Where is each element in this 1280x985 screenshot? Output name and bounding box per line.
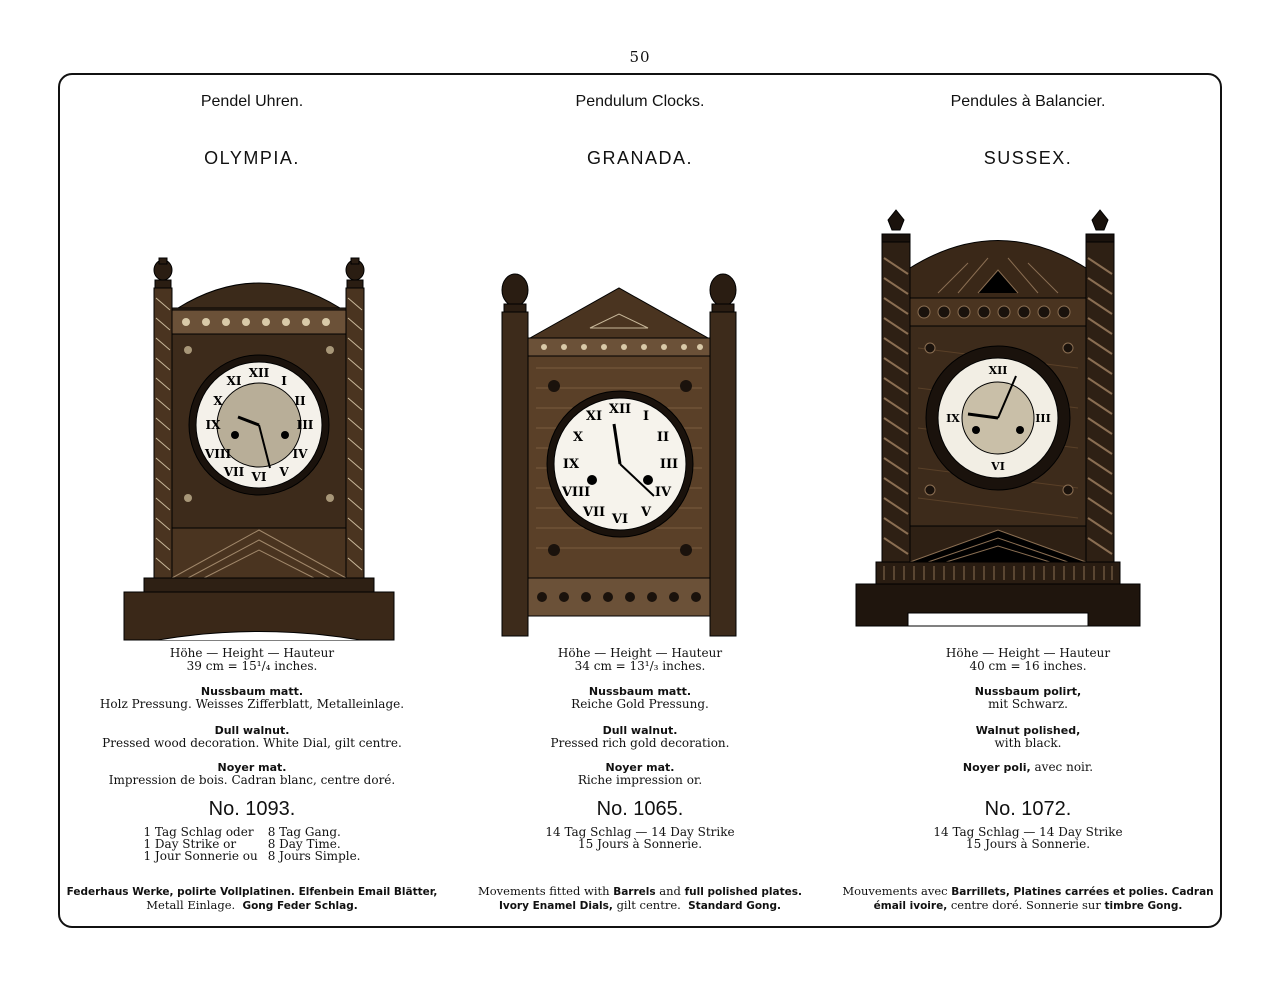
german-finish-title: Nussbaum matt. bbox=[588, 685, 692, 698]
svg-text:IV: IV bbox=[654, 485, 672, 500]
french-finish-title: Noyer mat. bbox=[217, 761, 287, 774]
svg-text:I: I bbox=[642, 409, 650, 424]
svg-text:XII: XII bbox=[608, 402, 632, 417]
english-finish-title: Walnut polished, bbox=[975, 724, 1081, 737]
english-finish-text: with black. bbox=[994, 736, 1062, 750]
svg-text:VI: VI bbox=[991, 460, 1005, 473]
height-value: 40 cm = 16 inches. bbox=[969, 659, 1087, 673]
column-heading: Pendel Uhren. bbox=[200, 93, 304, 110]
footer-bold-text: full polished plates. bbox=[684, 886, 803, 898]
footer-bold-text: Barrels bbox=[613, 886, 656, 898]
strike-cell: 8 Tag Gang. bbox=[267, 825, 341, 839]
model-name: OLYMPIA. bbox=[204, 148, 300, 168]
footer-bold-text: timbre Gong. bbox=[1104, 900, 1183, 912]
svg-text:VI: VI bbox=[611, 512, 629, 527]
svg-text:VII: VII bbox=[223, 465, 245, 479]
strike-cell: 1 Day Strike or bbox=[143, 837, 237, 851]
svg-text:X: X bbox=[213, 394, 223, 408]
page-number: 50 bbox=[629, 48, 651, 66]
svg-text:III: III bbox=[296, 418, 314, 432]
strike-line: 14 Tag Schlag — 14 Day Strike bbox=[545, 825, 735, 839]
svg-text:X: X bbox=[572, 430, 584, 445]
german-finish-text: Holz Pressung. Weisses Zifferblatt, Metalleinlage. bbox=[99, 697, 405, 711]
olympia-clock-illustration bbox=[118, 198, 408, 643]
strike-cell: 1 Jour Sonnerie ou bbox=[143, 849, 258, 863]
french-finish-title: Noyer poli, bbox=[962, 761, 1031, 774]
footer-inlay-text: Metall Einlage. bbox=[146, 898, 236, 912]
german-finish-title: Nussbaum polirt, bbox=[974, 685, 1082, 698]
footer-text: Movements fitted with bbox=[477, 884, 610, 898]
column-heading: Pendulum Clocks. bbox=[575, 93, 705, 110]
strike-line: 14 Tag Schlag — 14 Day Strike bbox=[933, 825, 1123, 839]
svg-text:V: V bbox=[279, 465, 289, 479]
column-olympia bbox=[58, 73, 446, 928]
footer-text: gilt centre. bbox=[616, 898, 681, 912]
footer-text: Mouvements avec bbox=[842, 884, 948, 898]
footer-bold-text: Ivory Enamel Dials, bbox=[498, 900, 613, 912]
footer-gong-text: Gong Feder Schlag. bbox=[242, 900, 358, 912]
english-finish-title: Dull walnut. bbox=[602, 724, 678, 737]
german-finish-text: Reiche Gold Pressung. bbox=[571, 697, 709, 711]
french-finish-text: Impression de bois. Cadran blanc, centre doré. bbox=[108, 773, 396, 787]
german-finish-text: mit Schwarz. bbox=[988, 697, 1068, 711]
catalog-number: No. 1072. bbox=[984, 798, 1072, 820]
catalog-number: No. 1093. bbox=[208, 798, 296, 820]
footer-bold-text: émail ivoire, bbox=[873, 900, 948, 912]
svg-text:IV: IV bbox=[292, 447, 308, 461]
model-name: SUSSEX. bbox=[983, 148, 1073, 168]
granada-clock-illustration bbox=[496, 198, 786, 643]
footer-movement-text: Federhaus Werke, polirte Vollplatinen. Elfenbein Email Blätter, bbox=[66, 886, 438, 898]
svg-text:XI: XI bbox=[226, 374, 242, 388]
french-finish-title: Noyer mat. bbox=[605, 761, 675, 774]
footer-bold-text: Standard Gong. bbox=[688, 900, 782, 912]
svg-text:II: II bbox=[294, 394, 306, 408]
english-finish-text: Pressed rich gold decoration. bbox=[550, 736, 730, 750]
svg-text:IX: IX bbox=[205, 418, 221, 432]
english-finish-title: Dull walnut. bbox=[214, 724, 290, 737]
svg-text:IX: IX bbox=[562, 457, 580, 472]
svg-text:VII: VII bbox=[582, 505, 606, 520]
svg-text:XI: XI bbox=[585, 409, 603, 424]
french-finish-text: avec noir. bbox=[1034, 760, 1094, 774]
german-finish-title: Nussbaum matt. bbox=[200, 685, 304, 698]
svg-text:VIII: VIII bbox=[561, 485, 591, 500]
svg-text:VI: VI bbox=[251, 470, 267, 484]
height-value: 34 cm = 13¹/₃ inches. bbox=[574, 659, 706, 673]
column-sussex bbox=[834, 73, 1222, 928]
svg-text:XII: XII bbox=[248, 366, 270, 380]
strike-line: 15 Jours à Sonnerie. bbox=[577, 837, 703, 851]
svg-text:VIII: VIII bbox=[204, 447, 232, 461]
column-granada bbox=[446, 73, 834, 928]
french-finish-text: Riche impression or. bbox=[577, 773, 703, 787]
model-name: GRANADA. bbox=[586, 148, 694, 168]
height-label: Höhe — Height — Hauteur bbox=[945, 646, 1111, 660]
svg-text:III: III bbox=[1035, 412, 1051, 425]
footer-bold-text: Barrillets, Platines carrées et polies. Cadran bbox=[951, 886, 1214, 898]
column-heading: Pendules à Balancier. bbox=[950, 93, 1106, 110]
footer-text: centre doré. Sonnerie sur bbox=[950, 898, 1101, 912]
svg-text:I: I bbox=[281, 374, 287, 388]
svg-text:II: II bbox=[656, 430, 670, 445]
svg-text:V: V bbox=[640, 505, 652, 520]
strike-table bbox=[143, 826, 360, 862]
svg-text:XII: XII bbox=[988, 364, 1008, 377]
strike-cell: 1 Tag Schlag oder bbox=[143, 825, 254, 839]
strike-line: 15 Jours à Sonnerie. bbox=[965, 837, 1091, 851]
svg-text:III: III bbox=[659, 457, 679, 472]
english-finish-text: Pressed wood decoration. White Dial, gilt centre. bbox=[102, 736, 402, 750]
height-value: 39 cm = 15¹/₄ inches. bbox=[186, 659, 318, 673]
strike-cell: 8 Day Time. bbox=[267, 837, 341, 851]
catalog-number: No. 1065. bbox=[596, 798, 684, 820]
sussex-clock-illustration bbox=[848, 198, 1148, 643]
footer-text: and bbox=[659, 884, 681, 898]
svg-text:IX: IX bbox=[946, 412, 960, 425]
height-label: Höhe — Height — Hauteur bbox=[169, 646, 335, 660]
height-label: Höhe — Height — Hauteur bbox=[557, 646, 723, 660]
strike-cell: 8 Jours Simple. bbox=[267, 849, 361, 863]
